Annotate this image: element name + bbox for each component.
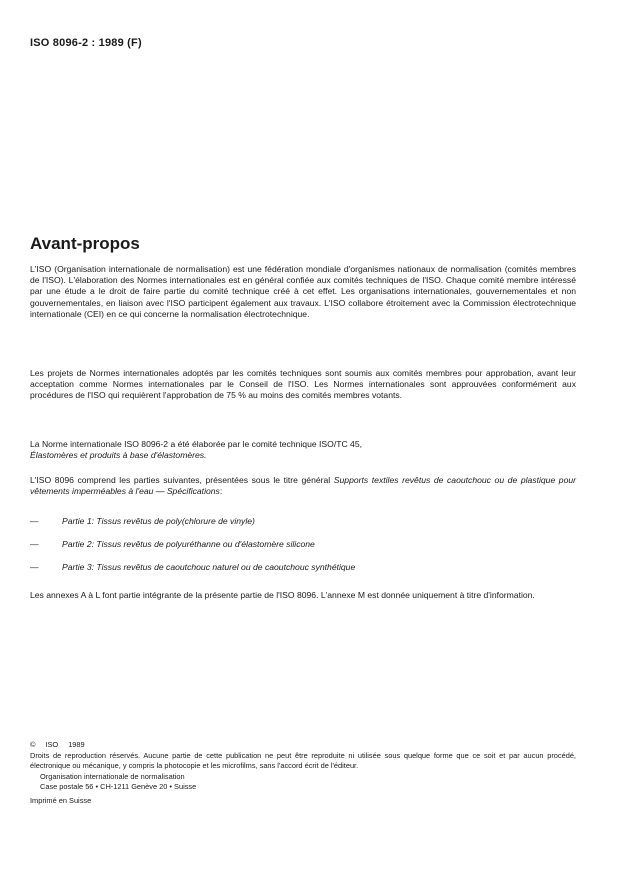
part-2-text: Partie 2: Tissus revêtus de polyuréthanne ou d'élastomère silicone [62,539,315,549]
org-name: Organisation internationale de normalisation [40,771,185,781]
copyright-footer [30,740,576,807]
list-item [30,516,576,539]
copyright-year: 1989 [68,740,85,749]
part-1-text: Partie 1: Tissus revêtus de poly(chlorure de vinyle) [62,516,255,526]
parts-list [30,516,576,585]
paragraph-approval: Les projets de Normes internationales adoptés par les comités techniques sont soumis aux comités membres pour approbation, avant leur acceptation comme Normes internationales par le Conseil de l'ISO. Les Normes internationales sont approuvées conformément aux procédures de l'ISO qui requièrent l'approbation de 75 % au moins des comités membres votants. [30,368,576,401]
parts-intro-lead: L'ISO 8096 comprend les parties suivantes, présentées sous le titre général [30,475,331,485]
parts-intro-tail: : [219,486,223,497]
printed-in: Imprimé en Suisse [30,795,92,805]
part-3-text: Partie 3: Tissus revêtus de caoutchouc naturel ou de caoutchouc synthétique [62,562,356,572]
paragraph-iso-intro: L'ISO (Organisation internationale de normalisation) est une fédération mondiale d'organismes nationaux de normalisation (comités membres de l'ISO). L'élaboration des Normes internationales est en général confiée aux comités techniques de l'ISO. Chaque comité membre intéressé par une étude a le droit de faire partie du comité technique créé à cet effet. Les organisations internationales, gouvernementales et non gouvernementales, en liaison avec l'ISO participent également aux travaux. L'ISO collabore étroitement avec la Commission électrotechnique internationale (CEI) en ce qui concerne la normalisation électrotechnique. [30,264,576,319]
copyright-org: ISO [45,740,59,749]
list-dash: — [30,539,39,549]
list-dash: — [30,562,39,572]
org-address: Case postale 56 • CH-1211 Genève 20 • Suisse [40,782,197,792]
committee-lead-text: La Norme internationale ISO 8096-2 a été élaborée par le comité technique ISO/TC 45, [30,439,363,449]
copyright-line [30,740,576,751]
list-item [30,562,576,585]
document-id: ISO 8096-2 : 1989 (F) [30,37,142,49]
paragraph-committee [30,439,576,461]
committee-title: Élastomères et produits à base d'élastomères. [30,450,207,461]
paragraph-annexes: Les annexes A à L font partie intégrante de la présente partie de l'ISO 8096. L'annexe M est donnée uniquement à titre d'information. [30,590,535,600]
copyright-icon: © [30,740,36,749]
page-title: Avant-propos [30,234,140,253]
parts-general-title: Supports textiles revêtus de caoutchouc ou de plastique pour vêtements imperméables à l'eau — Spécifications [30,475,576,497]
list-item [30,539,576,562]
list-dash: — [30,516,39,526]
rights-notice: Droits de reproduction réservés. Aucune partie de cette publication ne peut être reproduite ni utilisée sous quelque forme que ce soit et par aucun procédé, électronique ou mécanique, y compris la photocopie et les microfilms, sans l'accord écrit de l'éditeur. [30,750,576,771]
paragraph-parts-intro [30,475,576,497]
